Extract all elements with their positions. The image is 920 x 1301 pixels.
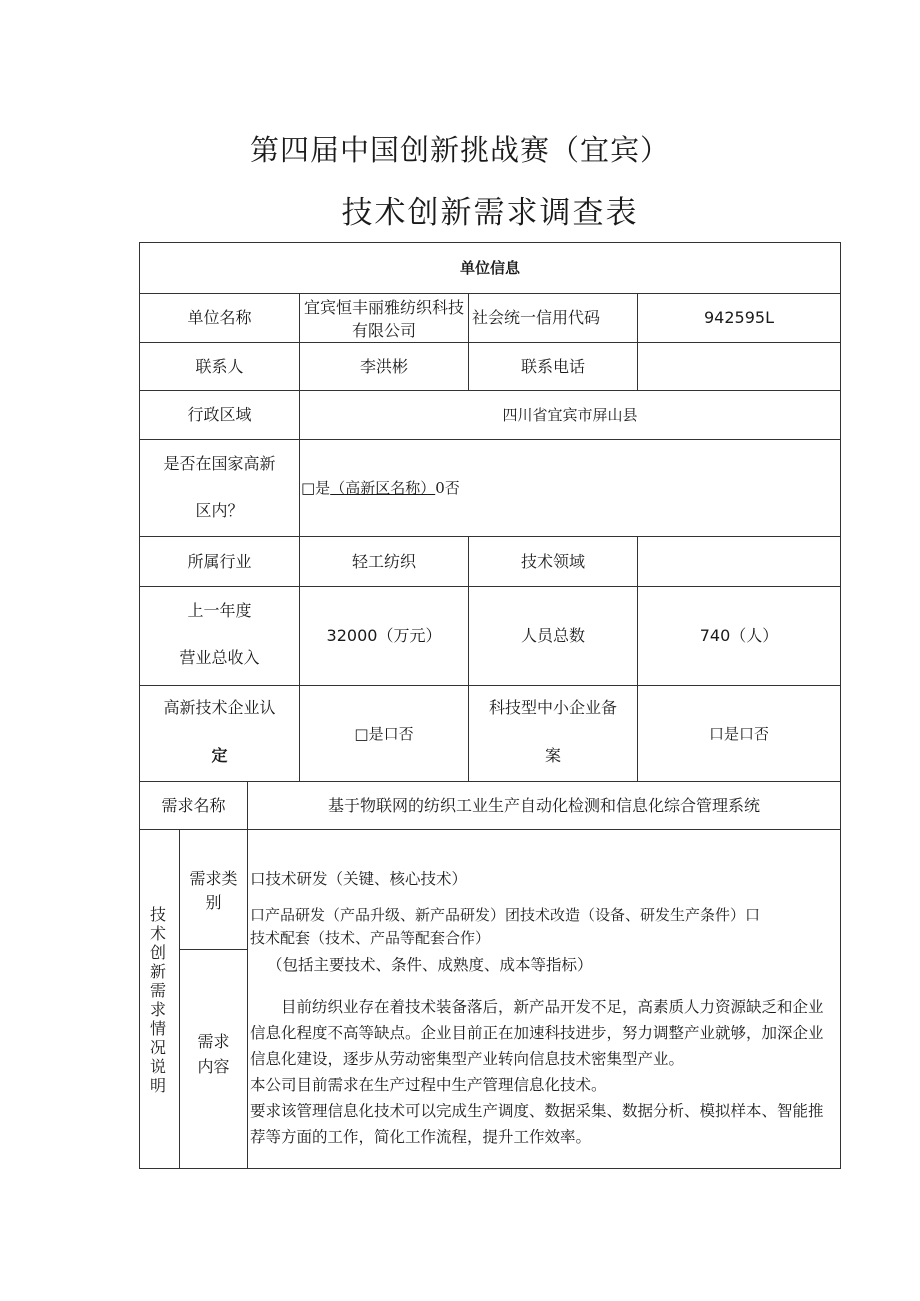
staff-value xyxy=(638,587,840,685)
unit-name-value: 宜宾恒丰丽雅纺织科技有限公司 xyxy=(303,298,464,340)
content-paragraph-3: 要求该管理信息化技术可以完成生产调度、数据采集、数据分析、模拟样本、智能推荐等方面的工作，简化工作流程，提升工作效率。 xyxy=(250,1102,824,1146)
staff-label: 人员总数 xyxy=(520,626,585,645)
hightech-zone-yes-checkbox[interactable]: □是 xyxy=(301,479,331,497)
hte-label xyxy=(140,696,299,768)
content-label-line2: 内容 xyxy=(197,1057,230,1076)
contact-label: 联系人 xyxy=(195,356,244,376)
hightech-zone-label-line2: 区内？ xyxy=(195,501,244,520)
content-paragraph-1: 目前纺织业存在着技术装备落后，新产品开发不足，高素质人力资源缺乏和企业信息化程度不高等缺点。企业目前正在加速科技进步，努力调整产业就够，加深企业信息化建设，逐步从劳动密集型产业转向信息技术密集型产业。 xyxy=(250,998,824,1068)
sme-label xyxy=(469,696,637,768)
content-label-line1: 需求 xyxy=(197,1032,230,1051)
content-label xyxy=(180,1029,247,1079)
demand-name-value: 基于物联网的纺织工业生产自动化检测和信息化综合管理系统 xyxy=(327,795,760,815)
page-title-line1: 第四届中国创新挑战赛（宜宾） xyxy=(249,133,670,167)
demand-type-label xyxy=(180,867,247,915)
demand-type-option-product[interactable]: 口产品研发（产品升级、新产品研发）团技术改造（设备、研发生产条件）口 xyxy=(250,906,761,924)
revenue-label-line1: 上一年度 xyxy=(187,601,252,620)
demand-name-label: 需求名称 xyxy=(161,795,226,815)
industry-label: 所属行业 xyxy=(187,551,252,571)
contact-value: 李洪彬 xyxy=(359,356,408,376)
revenue-label xyxy=(140,599,299,670)
demand-type-label-line2: 别 xyxy=(205,893,222,912)
hightech-zone-no: 0否 xyxy=(435,479,460,497)
hte-value[interactable]: □是口否 xyxy=(354,724,414,743)
revenue-number: 32000 xyxy=(326,626,378,645)
hte-label-line2: 定 xyxy=(211,746,228,765)
hightech-zone-name: （高新区名称） xyxy=(330,479,436,497)
sme-value[interactable]: 口是口否 xyxy=(708,724,769,743)
staff-unit: （人） xyxy=(730,626,779,645)
demand-type-label-line1: 需求类 xyxy=(189,869,238,888)
hightech-zone-value xyxy=(300,440,840,536)
industry-value: 轻工纺织 xyxy=(351,551,416,571)
unit-name-label: 单位名称 xyxy=(187,308,252,327)
region-value: 四川省宜宾市屏山县 xyxy=(502,406,638,424)
phone-label: 联系电话 xyxy=(520,356,585,376)
hte-label-line1: 高新技术企业认 xyxy=(163,698,276,717)
sme-label-line2: 案 xyxy=(544,746,561,765)
revenue-value xyxy=(300,587,468,685)
tech-field-label: 技术领域 xyxy=(520,551,585,571)
region-label: 行政区域 xyxy=(187,405,252,424)
content-paragraph-2: 本公司目前需求在生产过程中生产管理信息化技术。 xyxy=(250,1076,607,1094)
credit-code-value: 942595L xyxy=(704,308,774,327)
sme-label-line1: 科技型中小企业备 xyxy=(488,698,617,717)
hightech-zone-label xyxy=(140,452,299,523)
revenue-label-line2: 营业总收入 xyxy=(179,648,260,667)
credit-code-label: 社会统一信用代码 xyxy=(472,308,601,327)
demand-type-options xyxy=(250,866,835,951)
content-body xyxy=(250,952,837,1150)
demand-type-option-rd[interactable]: 口技术研发（关键、核心技术） xyxy=(250,870,468,888)
phone-value xyxy=(638,343,840,390)
section-unit-info: 单位信息 xyxy=(459,259,520,277)
hightech-zone-label-line1: 是否在国家高新 xyxy=(163,454,276,473)
page-title-line2: 技术创新需求调查表 xyxy=(341,195,639,231)
tech-field-value xyxy=(638,537,840,586)
demand-type-option-support[interactable]: 技术配套（技术、产品等配套合作） xyxy=(250,929,491,947)
staff-number: 740 xyxy=(699,626,731,645)
tech-demand-side-label: 技术创新需求情况说明 xyxy=(149,905,166,1095)
revenue-unit: （万元） xyxy=(377,626,442,645)
content-hint: （包括主要技术、条件、成熟度、成本等指标） xyxy=(267,956,593,974)
